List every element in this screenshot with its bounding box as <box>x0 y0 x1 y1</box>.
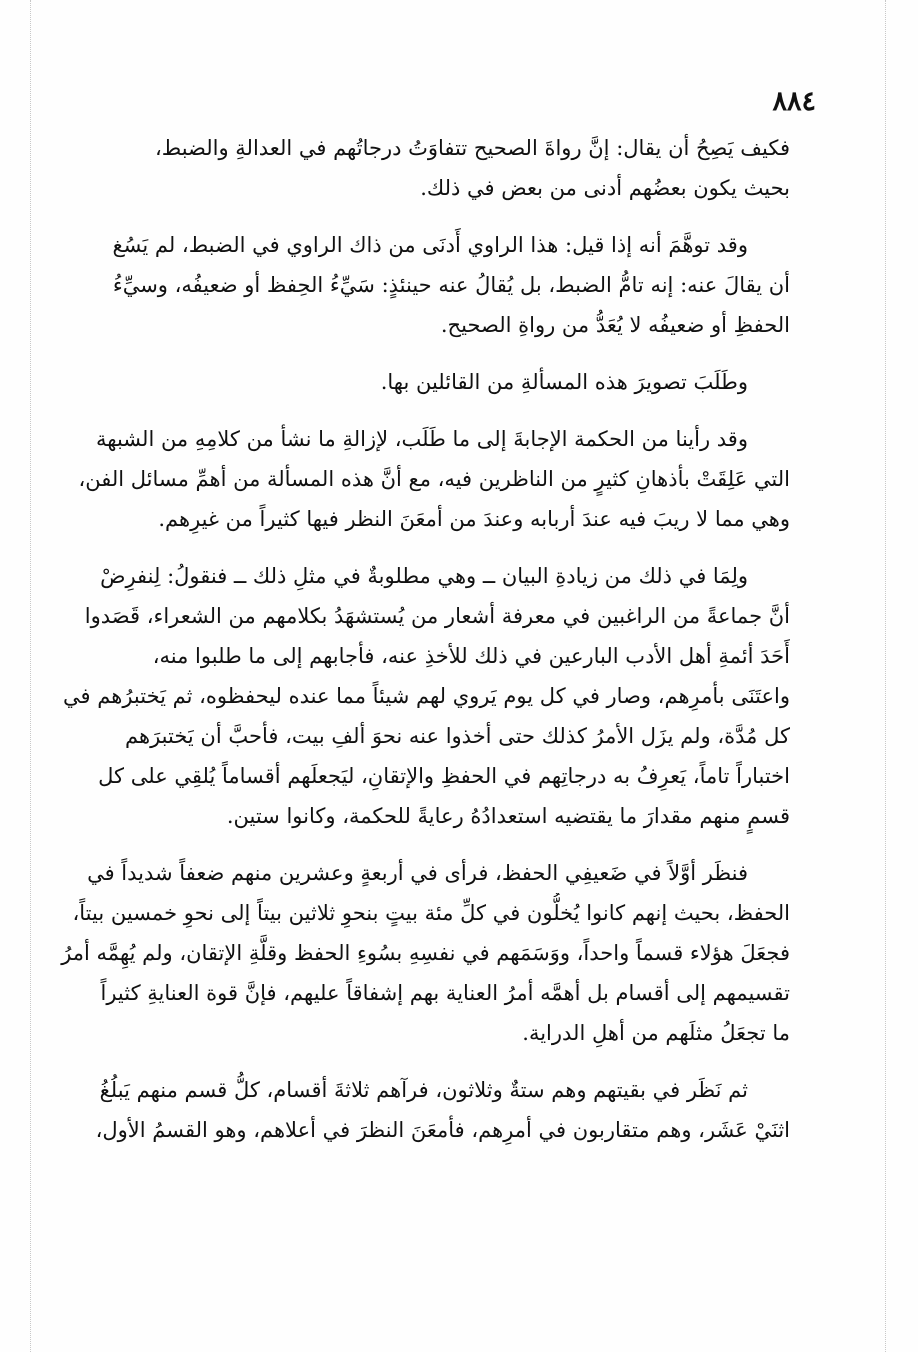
text-line: وقد توهَّمَ أنه إذا قيل: هذا الراوي أَدنَى من ذاك الراوي في الضبط، لم يَسُغ <box>112 233 748 257</box>
text-line: أَحَدَ أئمةِ أهل الأدب البارعين في ذلك للأخذِ عنه، فأجابهم إلى ما طلبوا منه، <box>152 644 790 668</box>
text-line: ما تجعَلُ مثلَهم من أهلِ الدراية. <box>522 1021 790 1045</box>
text-line: بحيث يكون بعضُهم أدنى من بعض في ذلك. <box>420 176 790 200</box>
text-line: اثنَيْ عَشَر، وهم متقاربون في أمرِهم، فأمعَنَ النظرَ في أعلاهم، وهو القسمُ الأول، <box>95 1118 790 1142</box>
text-line: الحفظِ أو ضعيفُه لا يُعَدُّ من رواةِ الصحيح. <box>440 313 790 337</box>
text-line: أن يقالَ عنه: إنه تامُّ الضبط، بل يُقالُ عنه حينئذٍ: سَيِّءُ الحِفظ أو ضعيفُه، وسيِّءُ <box>112 273 790 297</box>
text-line: أنَّ جماعةً من الراغبين في معرفة أشعار من يُستشهَدُ بكلامهم من الشعراء، قَصَدوا <box>84 604 790 628</box>
scan-guide-right <box>885 0 886 1352</box>
text-line: فجعَلَ هؤلاء قسماً واحداً، ووَسَمَهم في نفسِهِ بسُوءِ الحفظ وقلَّةِ الإتقان، ولم يُهِمَّه أمرُ <box>61 941 790 965</box>
text-line: ثم نَظَر في بقيتهم وهم ستةٌ وثلاثون، فرآهم ثلاثةَ أقسام، كلُّ قسم منهم يَبلُغُ <box>99 1078 748 1102</box>
text-line: واعتَنَى بأمرِهم، وصار في كل يوم يَروي لهم شيئاً مما عنده ليحفظوه، ثم يَختبرُهم في <box>63 684 790 708</box>
text-line: قسمٍ منهم مقدارَ ما يقتضيه استعدادُهُ رعايةً للحكمة، وكانوا ستين. <box>226 804 790 828</box>
paragraph-7 <box>46 1070 790 1150</box>
text-line: الحفظ، بحيث إنهم كانوا يُخلُّون في كلِّ مئة بيتٍ بنحوِ ثلاثين بيتاً إلى نحوِ خمسين بيتاً، <box>72 901 790 925</box>
text-line: تقسيمهم إلى أقسام بل أهمَّه أمرُ العناية بهم إشفاقاً عليهم، فإنَّ قوة العنايةِ كثيراً <box>100 981 790 1005</box>
text-line: وهي مما لا ريبَ فيه عندَ أربابه وعندَ من أمعَنَ النظر فيها كثيراً من غيرِهم. <box>158 507 790 531</box>
text-line: اختباراً تاماً، يَعرِفُ به درجاتِهم في الحفظِ والإتقانِ، ليَجعلَهم أقساماً يُلقِي على كل <box>98 764 790 788</box>
paragraph-3 <box>46 362 790 402</box>
paragraph-2 <box>46 225 790 345</box>
text-line: فنظَر أوَّلاً في ضَعيفِي الحفظ، فرأى في أربعةٍ وعشرين منهم ضعفاً شديداً في <box>87 861 748 885</box>
text-line: التي عَلِقَتْ بأذهانِ كثيرٍ من الناظرين فيه، مع أنَّ هذه المسألة من أهمِّ مسائل الفن، <box>78 467 790 491</box>
paragraph-4 <box>46 419 790 539</box>
paragraph-6 <box>46 853 790 1053</box>
scan-guide-left <box>30 0 31 1352</box>
text-line: ولِمَا في ذلك من زيادةِ البيان ــ وهي مطلوبةٌ في مثلِ ذلك ــ فنقولُ: لِنفرِضْ <box>100 564 748 588</box>
paragraph-1 <box>46 128 790 208</box>
paragraph-5 <box>46 556 790 836</box>
body-text <box>46 128 790 1167</box>
text-line: كل مُدَّة، ولم يزَل الأمرُ كذلك حتى أخذوا عنه نحوَ ألفِ بيت، فأحبَّ أن يَختبرَهم <box>125 724 790 748</box>
text-line: وقد رأينا من الحكمة الإجابةَ إلى ما طَلَب، لإزالةِ ما نشأ من كلامِهِ من الشبهة <box>96 427 748 451</box>
page-number: ٨٨٤ <box>772 86 816 117</box>
text-line: فكيف يَصِحُ أن يقال: إنَّ رواةَ الصحيح تتفاوَتُ درجاتُهم في العدالةِ والضبط، <box>154 136 790 160</box>
text-line: وطَلَبَ تصويرَ هذه المسألةِ من القائلين بها. <box>380 370 748 394</box>
